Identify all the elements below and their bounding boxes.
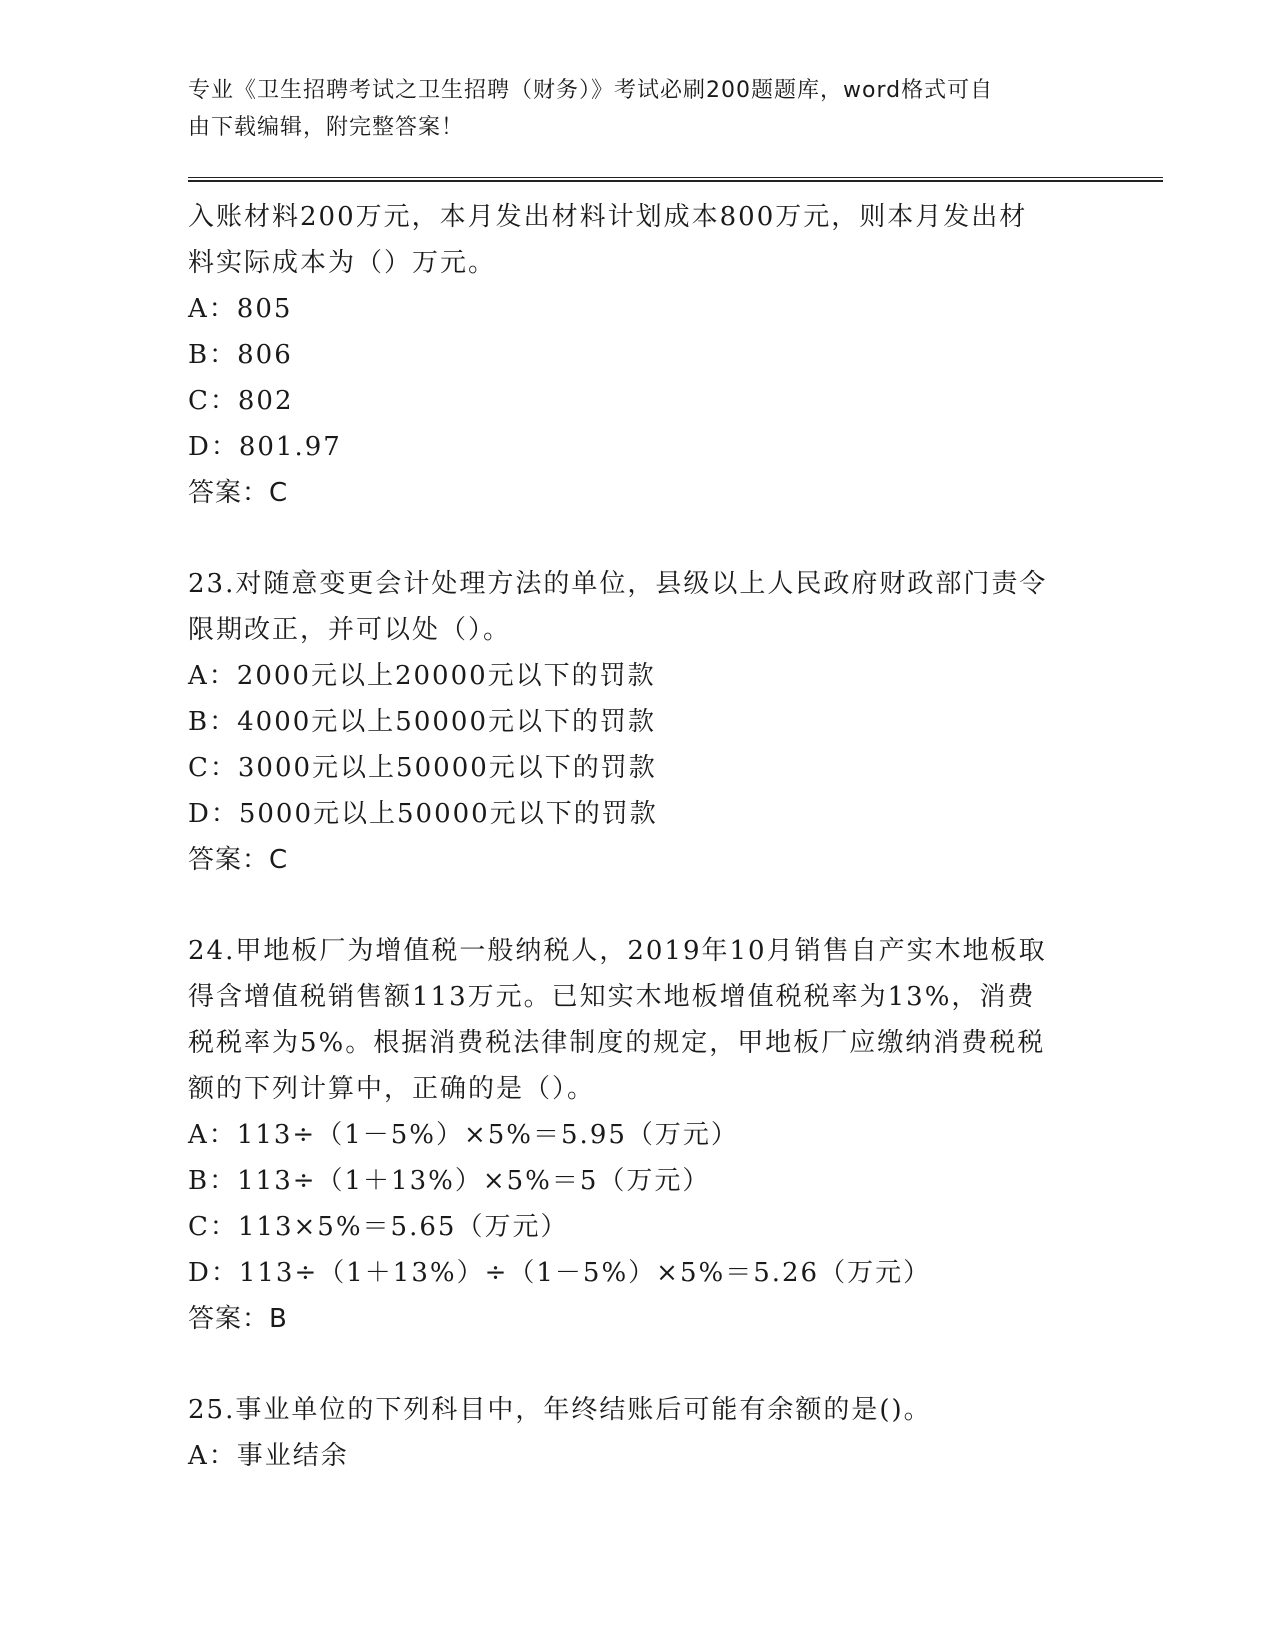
option-c: C：3000元以上50000元以下的罚款: [188, 753, 657, 783]
option-a: A：2000元以上20000元以下的罚款: [188, 661, 656, 691]
question-block: [188, 928, 1108, 1342]
question-list: [188, 194, 1108, 1479]
option-a: A：事业结余: [188, 1441, 349, 1471]
question-stem-line: 税税率为5%。根据消费税法律制度的规定，甲地板厂应缴纳消费税税: [188, 1028, 1046, 1058]
option-b: B：113÷（1＋13%）×5%＝5（万元）: [188, 1166, 711, 1196]
question-block: [188, 194, 1108, 516]
option-c: C：113×5%＝5.65（万元）: [188, 1212, 569, 1242]
question-stem-line: 得含增值税销售额113万元。已知实木地板增值税税率为13%，消费: [188, 982, 1036, 1012]
option-a: A：805: [188, 294, 293, 324]
option-d: D：5000元以上50000元以下的罚款: [188, 799, 658, 829]
header-line: 由下载编辑，附完整答案！: [188, 115, 465, 140]
option-d: D：801.97: [188, 432, 342, 462]
answer: 答案：C: [188, 478, 289, 508]
answer: 答案：C: [188, 845, 289, 875]
answer: 答案：B: [188, 1304, 288, 1334]
option-c: C：802: [188, 386, 294, 416]
question-stem-line: 额的下列计算中，正确的是（）。: [188, 1074, 596, 1104]
page-header: [188, 72, 1088, 146]
option-b: B：4000元以上50000元以下的罚款: [188, 707, 656, 737]
question-stem-line: 23.对随意变更会计处理方法的单位，县级以上人民政府财政部门责令: [188, 569, 1048, 599]
question-stem-line: 入账材料200万元，本月发出材料计划成本800万元，则本月发出材: [188, 202, 1028, 232]
header-line: 专业《卫生招聘考试之卫生招聘（财务）》考试必刷200题题库，word格式可自: [188, 78, 994, 103]
question-stem-line: 限期改正，并可以处（）。: [188, 615, 512, 645]
option-b: B：806: [188, 340, 293, 370]
header-divider: [188, 177, 1163, 182]
option-d: D：113÷（1＋13%）÷（1－5%）×5%＝5.26（万元）: [188, 1258, 932, 1288]
question-block: [188, 1387, 1108, 1479]
question-block: [188, 561, 1108, 883]
question-stem-line: 25.事业单位的下列科目中，年终结账后可能有余额的是()。: [188, 1395, 932, 1425]
question-stem-line: 24.甲地板厂为增值税一般纳税人，2019年10月销售自产实木地板取: [188, 936, 1047, 966]
question-stem-line: 料实际成本为（）万元。: [188, 248, 497, 278]
option-a: A：113÷（1－5%）×5%＝5.95（万元）: [188, 1120, 739, 1150]
